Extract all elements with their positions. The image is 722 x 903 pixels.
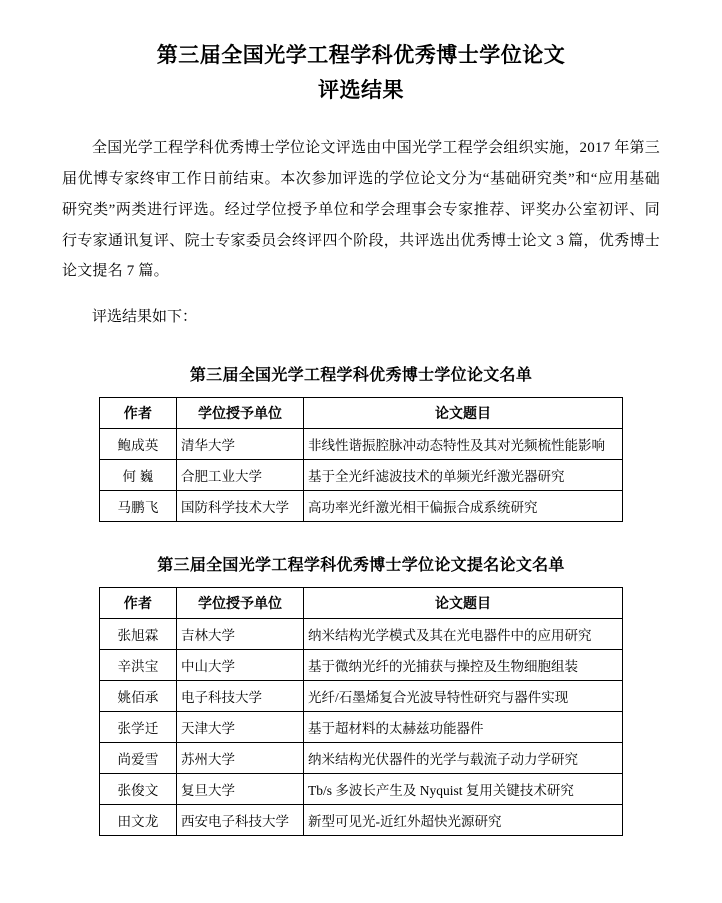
cell-author: 尚爱雪	[100, 743, 177, 774]
table-row	[100, 681, 623, 712]
cell-author: 鲍成英	[100, 429, 177, 460]
intro-paragraph: 全国光学工程学科优秀博士学位论文评选由中国光学工程学会组织实施，2017 年第三届优博专家终审工作日前结束。本次参加评选的学位论文分为“基础研究类”和“应用基础研究类”两类进行评选。经过学位授予单位和学会理事会专家推荐、评奖办公室初评、同行专家通讯复评、院士专家委员会终评四个阶段，共评选出优秀博士论文 3 篇，优秀博士论文提名 7 篇。	[62, 140, 660, 280]
cell-author: 张俊文	[100, 774, 177, 805]
table-row	[100, 619, 623, 650]
cell-thesis: 纳米结构光学模式及其在光电器件中的应用研究	[304, 619, 623, 650]
cell-thesis: 高功率光纤激光相干偏振合成系统研究	[304, 491, 623, 522]
table-row	[100, 743, 623, 774]
column-header-author: 作者	[100, 398, 177, 429]
cell-unit: 吉林大学	[177, 619, 304, 650]
cell-author: 姚佰承	[100, 681, 177, 712]
table-header-row	[100, 588, 623, 619]
cell-author: 田文龙	[100, 805, 177, 836]
cell-unit: 国防科学技术大学	[177, 491, 304, 522]
column-header-author: 作者	[100, 588, 177, 619]
cell-thesis: 新型可见光-近红外超快光源研究	[304, 805, 623, 836]
cell-unit: 苏州大学	[177, 743, 304, 774]
title-line-2: 评选结果	[318, 77, 404, 102]
cell-author: 何 巍	[100, 460, 177, 491]
nominees-table	[99, 587, 623, 836]
table-row	[100, 650, 623, 681]
cell-unit: 清华大学	[177, 429, 304, 460]
page-title	[62, 38, 660, 107]
title-line-1: 第三届全国光学工程学科优秀博士学位论文	[156, 43, 566, 67]
cell-unit: 合肥工业大学	[177, 460, 304, 491]
cell-author: 张学迁	[100, 712, 177, 743]
table-row	[100, 491, 623, 522]
cell-thesis: 基于微纳光纤的光捕获与操控及生物细胞组装	[304, 650, 623, 681]
cell-author: 马鹏飞	[100, 491, 177, 522]
table-row	[100, 805, 623, 836]
table2-caption: 第三届全国光学工程学科优秀博士学位论文提名论文名单	[157, 557, 565, 575]
column-header-thesis: 论文题目	[304, 588, 623, 619]
cell-unit: 中山大学	[177, 650, 304, 681]
table-row	[100, 429, 623, 460]
table-row	[100, 712, 623, 743]
cell-unit: 天津大学	[177, 712, 304, 743]
cell-unit: 西安电子科技大学	[177, 805, 304, 836]
cell-unit: 复旦大学	[177, 774, 304, 805]
table1-caption: 第三届全国光学工程学科优秀博士学位论文名单	[189, 367, 533, 385]
results-lead-in: 评选结果如下：	[92, 309, 198, 326]
cell-author: 张旭霖	[100, 619, 177, 650]
column-header-unit: 学位授予单位	[177, 398, 304, 429]
cell-author: 辛洪宝	[100, 650, 177, 681]
table-row	[100, 774, 623, 805]
table-row	[100, 460, 623, 491]
cell-thesis: 基于超材料的太赫兹功能器件	[304, 712, 623, 743]
cell-thesis: Tb/s 多波长产生及 Nyquist 复用关键技术研究	[304, 774, 623, 805]
column-header-thesis: 论文题目	[304, 398, 623, 429]
cell-unit: 电子科技大学	[177, 681, 304, 712]
winners-table	[99, 397, 623, 522]
cell-thesis: 基于全光纤滤波技术的单频光纤激光器研究	[304, 460, 623, 491]
cell-thesis: 纳米结构光伏器件的光学与载流子动力学研究	[304, 743, 623, 774]
cell-thesis: 光纤/石墨烯复合光波导特性研究与器件实现	[304, 681, 623, 712]
table-header-row	[100, 398, 623, 429]
cell-thesis: 非线性谐振腔脉冲动态特性及其对光频梳性能影响	[304, 429, 623, 460]
column-header-unit: 学位授予单位	[177, 588, 304, 619]
